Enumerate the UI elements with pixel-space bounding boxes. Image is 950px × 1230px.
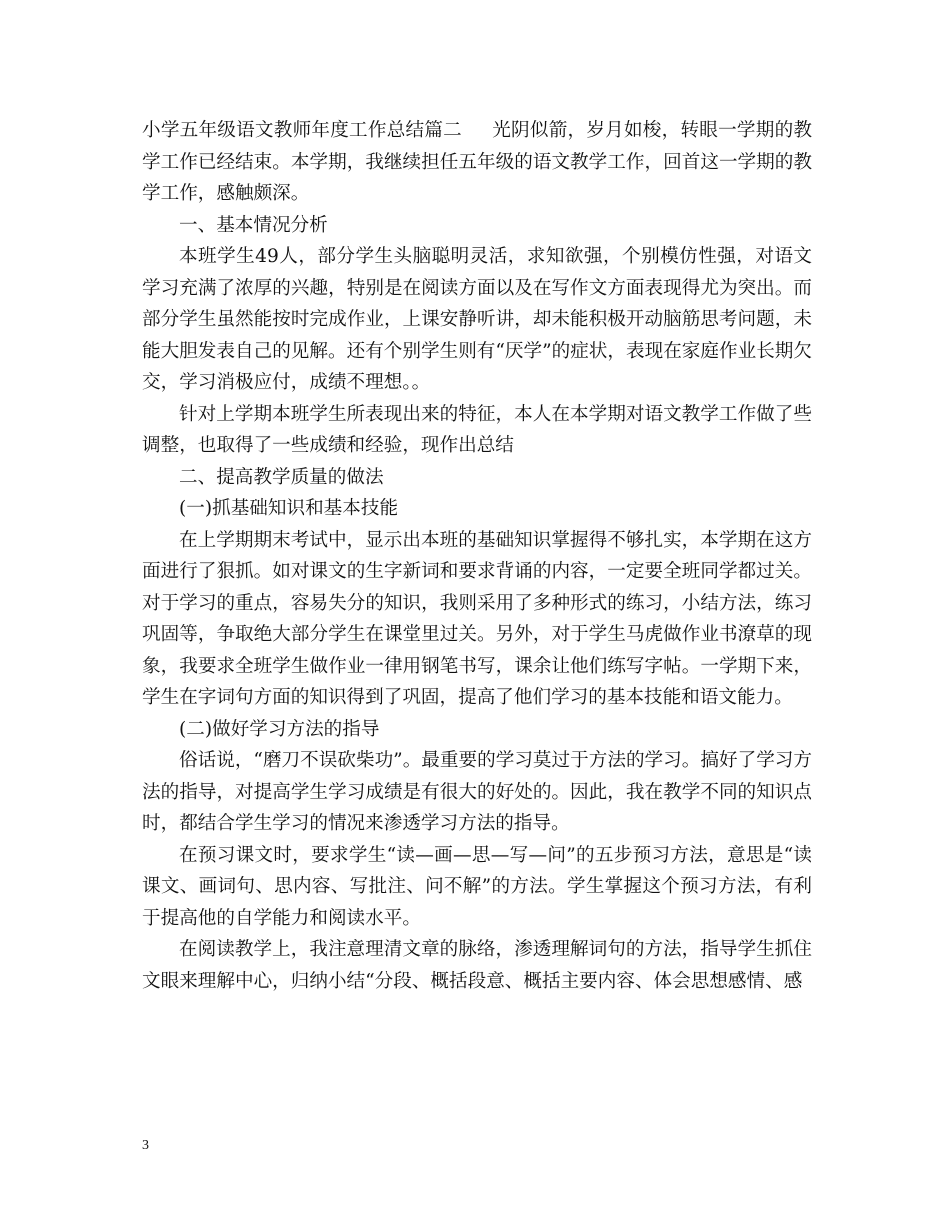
- document-body: [142, 115, 812, 997]
- section-heading: 二、提高教学质量的做法: [179, 466, 384, 488]
- body-paragraph: 俗话说，“磨刀不误砍柴功”。最重要的学习莫过于方法的学习。搞好了学习方法的指导，对提高学生学习成绩是有很大的好处的。因此，我在教学不同的知识点时，都结合学生学习的情况来渗透学习方法的指导。: [142, 750, 812, 834]
- page-number: 3: [142, 1138, 149, 1153]
- body-paragraph: 在上学期期末考试中，显示出本班的基础知识掌握得不够扎实，本学期在这方面进行了狠抓。如对课文的生字新词和要求背诵的内容，一定要全班同学都过关。对于学习的重点，容易失分的知识，我则采用了多种形式的练习，小结方法，练习巩固等，争取绝大部分学生在课堂里过关。另外，对于学生马虎做作业书潦草的现象，我要求全班学生做作业一律用钢笔书写，课余让他们练写字帖。一学期下来，学生在字词句方面的知识得到了巩固，提高了他们学习的基本技能和语文能力。: [142, 529, 812, 708]
- subsection-heading: (二)做好学习方法的指导: [179, 718, 380, 740]
- document-heading: 小学五年级语文教师年度工作总结篇二: [142, 120, 462, 141]
- body-paragraph: 本班学生49人，部分学生头脑聪明灵活，求知欲强，个别模仿性强，对语文学习充满了浓厚的兴趣，特别是在阅读方面以及在写作文方面表现得尤为突出。而部分学生虽然能按时完成作业，上课安静听讲，却未能积极开动脑筋思考问题，未能大胆发表自己的见解。还有个别学生则有“厌学”的症状，表现在家庭作业长期欠交，学习消极应付，成绩不理想。。: [142, 246, 812, 393]
- intro-paragraph: [142, 115, 812, 210]
- intro-text: 光阴似箭，岁月如梭，转眼一学期的教学工作已经结束。本学期，我继续担任五年级的语文教学工作，回首这一学期的教学工作，感触颇深。: [142, 120, 812, 204]
- subsection-heading: (一)抓基础知识和基本技能: [179, 498, 399, 519]
- body-paragraph: 在阅读教学上，我注意理清文章的脉络，渗透理解词句的方法，指导学生抓住文眼来理解中心，归纳小结“分段、概括段意、概括主要内容、体会思想感情、感: [142, 939, 812, 992]
- section-heading: 一、基本情况分析: [179, 214, 328, 236]
- body-paragraph: 针对上学期本班学生所表现出来的特征，本人在本学期对语文教学工作做了些调整，也取得了一些成绩和经验，现作出总结: [142, 403, 812, 456]
- body-paragraph: 在预习课文时，要求学生“读—画—思—写—问”的五步预习方法，意思是“读课文、画词句、思内容、写批注、问不解”的方法。学生掌握这个预习方法，有利于提高他的自学能力和阅读水平。: [142, 844, 812, 929]
